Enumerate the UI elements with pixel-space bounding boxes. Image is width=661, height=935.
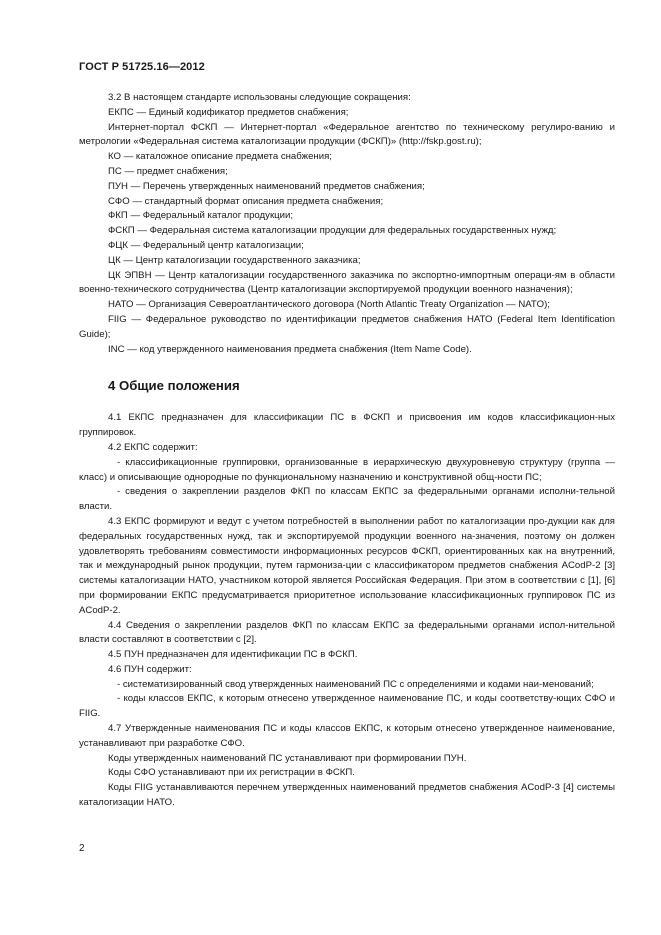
paragraph: 4.1 ЕКПС предназначен для классификации ПС в ФСКП и присвоения им кодов классификацион-ных группировок.: [79, 412, 615, 439]
list-item: - классификационные группировки, организованные в иерархическую двухуровневую структуру (группа — класс) и описывающие однородные по функциональному назначению и конструктивной общ-ности ПС;: [79, 456, 615, 483]
list-item: - сведения о закреплении разделов ФКП по классам ЕКПС за федеральными органами исполни-тельной власти.: [79, 486, 615, 513]
list-item: - коды классов ЕКПС, к которым отнесено утвержденное наименование ПС, и коды соответству-ющих СФО и FIIG.: [79, 693, 615, 720]
paragraph: КО — каталожное описание предмета снабжения;: [108, 151, 332, 163]
paragraph: Коды утвержденных наименований ПС устанавливают при формировании ПУН.: [108, 752, 467, 764]
general-provisions: [79, 411, 615, 811]
paragraph: ЦК — Центр каталогизации государственного заказчика;: [108, 254, 361, 266]
paragraph: Интернет-портал ФСКП — Интернет-портал «Федеральное агентство по техническому регулиро-ванию и метрологии «Федеральная система каталогизации продукции (ФСКП)» (http://fskp.gost.ru);: [79, 121, 615, 148]
paragraph: ЦК ЭПВН — Центр каталогизации государственного заказчика по экспортно-импортным операци-ям в области военно-технического сотрудничества (Центр каталогизации экспортируемой продукции военного назначения);: [79, 269, 615, 296]
paragraph: 3.2 В настоящем стандарте использованы следующие сокращения:: [108, 92, 411, 103]
paragraph: 4.3 ЕКПС формируют и ведут с учетом потребностей в выполнении работ по каталогизации про-дукции как для федеральных государственных нужд, так и экспортируемой продукции военного на-значения, поэтому он должен удовлетворять требованиям совместимости информационных ресурсов ФСКП, ориентированных как на внутренний, так и международный рынок продукции, путем гармониза-ции с классификатором предметов снабжения ACodP-2 [3] системы каталогизации НАТО, участником которой является Российская Федерация. При этом в соответствии с [1], [6] при формировании ЕКПС предусматривается приоритетное использование классификационных группировок ПС из ACodP-2.: [79, 515, 615, 616]
section-heading: 4 Общие положения: [108, 378, 240, 394]
paragraph: Коды FIIG устанавливаются перечнем утвержденных наименований предметов снабжения ACodP-3 [4] системы каталогизации НАТО.: [79, 782, 615, 809]
paragraph: 4.6 ПУН содержит:: [108, 663, 192, 675]
page-number: 2: [79, 843, 85, 854]
abbreviations-list: [79, 91, 615, 357]
paragraph: ПС — предмет снабжения;: [108, 165, 228, 177]
paragraph: INC — код утвержденного наименования предмета снабжения (Item Name Code).: [108, 343, 472, 355]
paragraph: FIIG — Федеральное руководство по идентификации предметов снабжения НАТО (Federal Item Identification Guide);: [79, 313, 615, 340]
paragraph: 4.4 Сведения о закреплении разделов ФКП по классам ЕКПС за федеральными органами испол-нительной власти составляют в соответствии с [2].: [79, 619, 615, 646]
page-body: [79, 91, 615, 811]
paragraph: ФСКП — Федеральная система каталогизации продукции для федеральных государственных нужд;: [108, 225, 557, 237]
paragraph: 4.5 ПУН предназначен для идентификации ПС в ФСКП.: [108, 649, 358, 661]
paragraph: ЕКПС — Единый кодификатор предметов снабжения;: [108, 106, 349, 118]
paragraph: Коды СФО устанавливают при их регистрации в ФСКП.: [108, 767, 355, 779]
paragraph: НАТО — Организация Североатлантического договора (North Atlantic Treaty Organization — NATO);: [108, 299, 550, 311]
document-header: ГОСТ Р 51725.16—2012: [79, 61, 205, 73]
paragraph: 4.7 Утвержденные наименования ПС и коды классов ЕКПС, к которым отнесено утвержденное наименование, устанавливают при разработке СФО.: [79, 723, 615, 749]
paragraph: СФО — стандартный формат описания предмета снабжения;: [108, 195, 384, 207]
paragraph: ПУН — Перечень утвержденных наименований предметов снабжения;: [108, 180, 425, 192]
paragraph: ФЦК — Федеральный центр каталогизации;: [108, 239, 304, 251]
paragraph: 4.2 ЕКПС содержит:: [108, 441, 198, 453]
list-item: - систематизированный свод утвержденных наименований ПС с определениями и кодами наи-менований;: [117, 678, 594, 690]
paragraph: ФКП — Федеральный каталог продукции;: [108, 210, 294, 222]
